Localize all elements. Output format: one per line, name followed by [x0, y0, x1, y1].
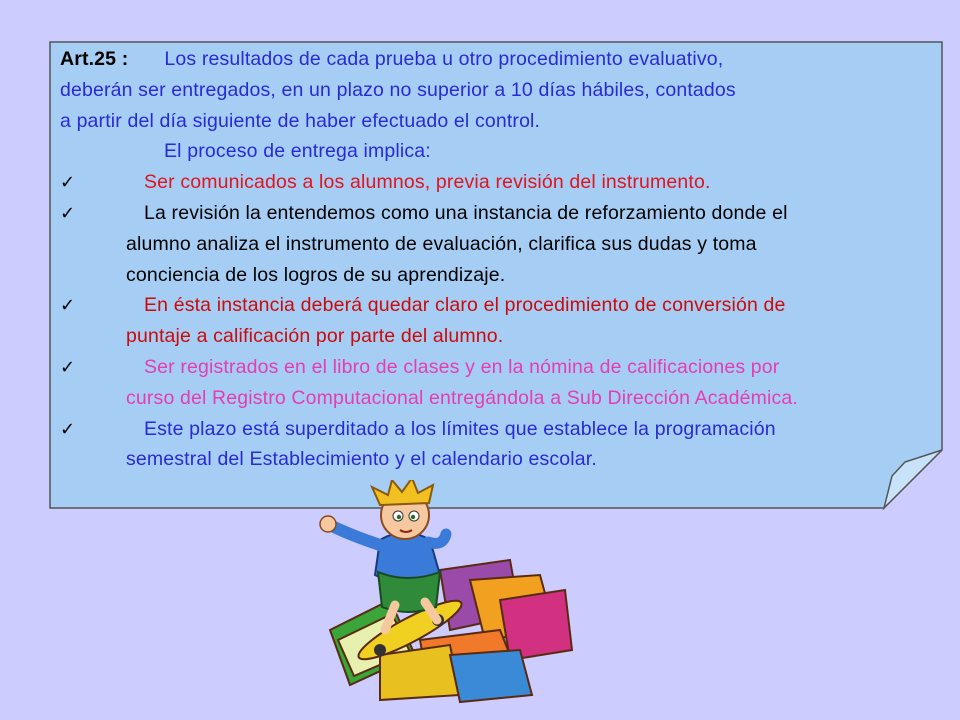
article-line-1: Los resultados de cada prueba u otro procedimiento evaluativo,	[164, 48, 724, 70]
bullet-2-line-3: conciencia de los logros de su aprendizaje.	[126, 263, 506, 286]
bullet-5-line-2: semestral del Establecimiento y el calendario escolar.	[126, 448, 597, 471]
bullet-3-line-2: puntaje a calificación por parte del alumno.	[126, 325, 504, 348]
bullet-4: ✓ Ser registrados en el libro de clases y en la nómina de calificaciones por	[60, 352, 940, 383]
bullet-3: ✓ En ésta instancia deberá quedar claro el procedimiento de conversión de	[60, 290, 940, 321]
checkmark-icon: ✓	[60, 356, 76, 377]
checkmark-icon: ✓	[60, 418, 76, 439]
bullet-1: ✓ Ser comunicados a los alumnos, previa revisión del instrumento.	[60, 167, 940, 198]
checkmark-icon: ✓	[60, 172, 76, 193]
bullet-5: ✓ Este plazo está superditado a los límites que establece la programación	[60, 414, 940, 445]
skateboarding-boy-on-books-illustration	[310, 480, 580, 705]
bullet-2-line-2: alumno analiza el instrumento de evaluación, clarifica sus dudas y toma	[126, 232, 757, 255]
bullet-4-line-2: curso del Registro Computacional entregándola a Sub Dirección Académica.	[126, 386, 798, 409]
checkmark-icon: ✓	[60, 295, 76, 316]
article-text	[60, 44, 940, 475]
article-subheading: El proceso de entrega implica:	[164, 140, 431, 163]
article-line-3: a partir del día siguiente de haber efectuado el control.	[60, 109, 541, 132]
checkmark-icon: ✓	[60, 202, 76, 223]
article-line-2: deberán ser entregados, en un plazo no superior a 10 días hábiles, contados	[60, 78, 736, 101]
bullet-2: ✓ La revisión la entendemos como una instancia de reforzamiento donde el	[60, 198, 940, 229]
article-title-line	[60, 44, 940, 75]
article-number: Art.25 :	[60, 48, 129, 70]
